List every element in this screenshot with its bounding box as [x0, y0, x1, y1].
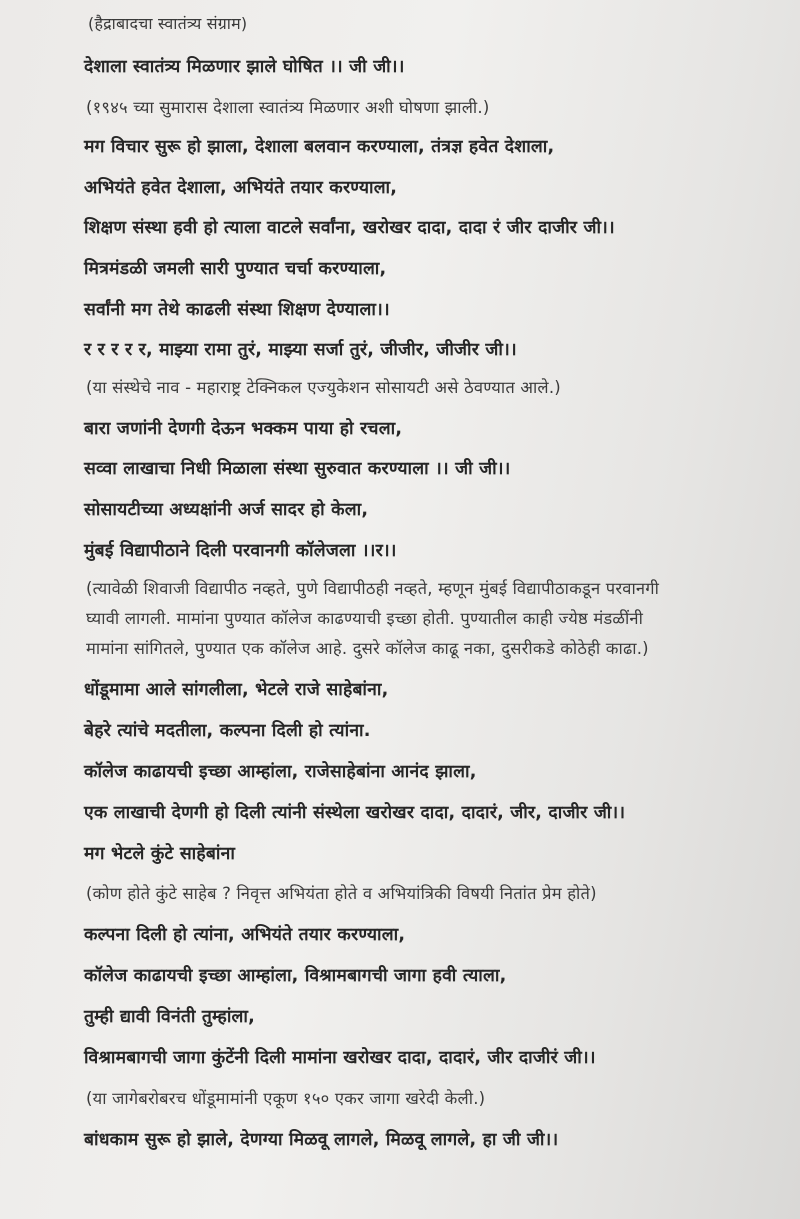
text-line: मग भेटले कुंटे साहेबांना — [84, 844, 236, 864]
text-line: अभियंते हवेत देशाला, अभियंते तयार करण्याला, — [84, 178, 398, 198]
text-line: कल्पना दिली हो त्यांना, अभियंते तयार करण्याला, — [84, 925, 406, 945]
document-heading: (हैद्राबादचा स्वातंत्र्य संग्राम) — [88, 14, 248, 33]
text-line: विश्रामबागची जागा कुंटेंनी दिली मामांना खरोखर दादा, दादारं, जीर दाजीरं जी।। — [84, 1048, 596, 1068]
text-line: घ्यावी लागली. मामांना पुण्यात कॉलेज काढण्याची इच्छा होती. पुण्यातील काही ज्येष्ठ मंडळींनी — [86, 609, 644, 628]
text-line: (कोण होते कुंटे साहेब ? निवृत्त अभियंता होते व अभियांत्रिकी विषयी नितांत प्रेम होते) — [86, 884, 597, 903]
text-line: देशाला स्वातंत्र्य मिळणार झाले घोषित ।। जी जी।। — [84, 57, 405, 77]
text-line: एक लाखाची देणगी हो दिली त्यांनी संस्थेला खरोखर दादा, दादारं, जीर, दाजीर जी।। — [84, 803, 626, 823]
text-line: (या संस्थेचे नाव - महाराष्ट्र टेक्निकल एज्युकेशन सोसायटी असे ठेवण्यात आले.) — [86, 378, 561, 397]
text-line: र र र र र, माझ्या रामा तुरं, माझ्या सर्जा तुरं, जीजीर, जीजीर जी।। — [84, 340, 517, 360]
text-line: मग विचार सुरू हो झाला, देशाला बलवान करण्याला, तंत्रज्ञ हवेत देशाला, — [84, 137, 555, 157]
text-line: तुम्ही द्यावी विनंती तुम्हांला, — [84, 1007, 255, 1027]
text-line: मुंबई विद्यापीठाने दिली परवानगी कॉलेजला ।।र।। — [84, 541, 397, 561]
text-line: बेहरे त्यांचे मदतीला, कल्पना दिली हो त्यांना. — [84, 721, 371, 741]
text-line: (त्यावेळी शिवाजी विद्यापीठ नव्हते, पुणे विद्यापीठही नव्हते, म्हणून मुंबई विद्यापीठाकडून परवानगी — [86, 579, 660, 598]
text-line: शिक्षण संस्था हवी हो त्याला वाटले सर्वांना, खरोखर दादा, दादा रं जीर दाजीर जी।। — [84, 218, 615, 238]
text-line: सर्वांनी मग तेथे काढली संस्था शिक्षण देण्याला।। — [84, 300, 390, 320]
text-line: मित्रमंडळी जमली सारी पुण्यात चर्चा करण्याला, — [84, 259, 387, 279]
text-line: धोंडूमामा आले सांगलीला, भेटले राजे साहेबांना, — [84, 680, 389, 700]
text-line: (१९४५ च्या सुमारास देशाला स्वातंत्र्य मिळणार अशी घोषणा झाली.) — [86, 98, 490, 117]
text-line: कॉलेज काढायची इच्छा आम्हांला, विश्रामबागची जागा हवी त्याला, — [84, 966, 507, 986]
text-line: सोसायटीच्या अध्यक्षांनी अर्ज सादर हो केला, — [84, 500, 369, 520]
text-line: बांधकाम सुरू हो झाले, देणग्या मिळवू लागले, मिळवू लागले, हा जी जी।। — [84, 1130, 559, 1150]
text-line: (या जागेबरोबरच धोंडूमामांनी एकूण १५० एकर जागा खरेदी केली.) — [86, 1089, 486, 1108]
text-line: कॉलेज काढायची इच्छा आम्हांला, राजेसाहेबांना आनंद झाला, — [84, 762, 477, 782]
text-line: बारा जणांनी देणगी देऊन भक्कम पाया हो रचला, — [84, 419, 403, 439]
text-line: सव्वा लाखाचा निधी मिळाला संस्था सुरुवात करण्याला ।। जी जी।। — [84, 459, 511, 479]
text-line: मामांना सांगितले, पुण्यात एक कॉलेज आहे. दुसरे कॉलेज काढू नका, दुसरीकडे कोठेही काढा.) — [86, 639, 649, 658]
